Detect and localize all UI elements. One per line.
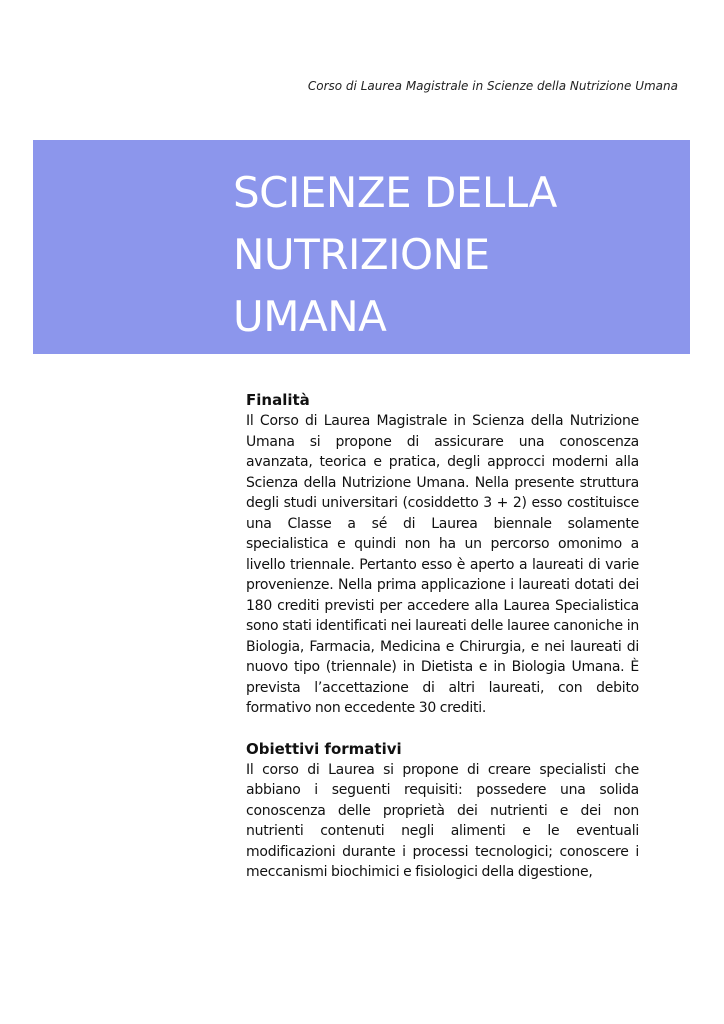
title-line-1: SCIENZE DELLA bbox=[233, 168, 557, 217]
title-line-2: NUTRIZIONE bbox=[233, 230, 490, 279]
running-header: Corso di Laurea Magistrale in Scienze della Nutrizione Umana bbox=[307, 79, 678, 93]
section-obiettivi-formativi bbox=[246, 739, 639, 883]
section-body: Il Corso di Laurea Magistrale in Scienza della Nutrizione Umana si propone di assicurare una conoscenza avanzata, teorica e pratica, degli approcci moderni alla Scienza della Nutrizione Umana. Nella presente struttura degli studi universitari (cosiddetto 3 + 2) esso costituisce una Classe a sé di Laurea biennale solamente specialistica e quindi non ha un percorso omonimo a livello triennale. Pertanto esso è aperto a laureati di varie provenienze. Nella prima applicazione i laureati dotati dei 180 crediti previsti per accedere alla Laurea Specialistica sono stati identificati nei laureati delle lauree canoniche in Biologia, Farmacia, Medicina e Chirurgia, e nei laureati di nuovo tipo (triennale) in Dietista e in Biologia Umana. È prevista l’accettazione di altri laureati, con debito formativo non eccedente 30 crediti. bbox=[246, 413, 639, 716]
section-heading: Obiettivi formativi bbox=[246, 739, 402, 758]
section-body: Il corso di Laurea si propone di creare specialisti che abbiano i seguenti requisiti: possedere una solida conoscenza delle proprietà dei nutrienti e dei non nutrienti contenuti negli alimenti e le eventuali modificazioni durante i processi tecnologici; conoscere i meccanismi biochimici e fisiologici della digestione, bbox=[246, 761, 639, 880]
document-title bbox=[233, 162, 557, 348]
main-content bbox=[246, 390, 639, 883]
section-heading: Finalità bbox=[246, 391, 310, 409]
section-finalita bbox=[246, 390, 639, 719]
title-band bbox=[33, 140, 690, 354]
title-line-3: UMANA bbox=[233, 292, 387, 341]
